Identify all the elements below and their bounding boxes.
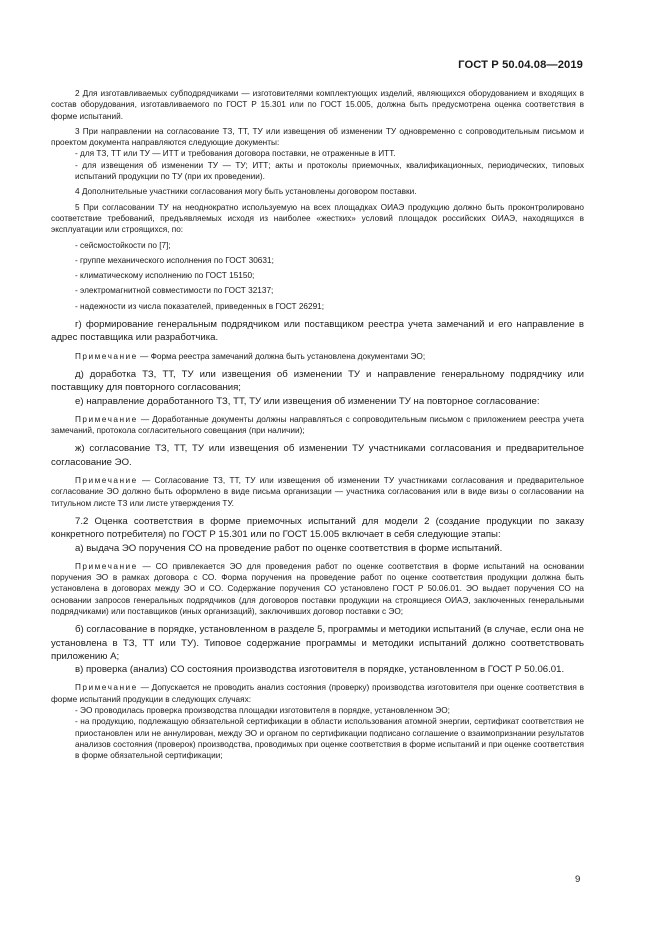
note-text: — Доработанные документы должны направляться с сопроводительным письмом с приложением реестра учета замечаний, протокола согласительного совещания (при наличии);: [51, 414, 584, 436]
list-item: - электромагнитной совместимости по ГОСТ 32137;: [75, 286, 274, 296]
paragraph: д) доработка ТЗ, ТТ, ТУ или извещения об изменении ТУ и направление генеральному подрядчику или поставщику для повторного согласования;: [51, 368, 584, 394]
paragraph: е) направление доработанного ТЗ, ТТ, ТУ или извещения об изменении ТУ на повторное согласование:: [75, 395, 540, 407]
note-label: Примечание: [75, 351, 138, 361]
list-item: - надежности из числа показателей, приведенных в ГОСТ 26291;: [75, 301, 325, 311]
paragraph: 4 Дополнительные участники согласования могу быть установлены договором поставки.: [75, 187, 417, 197]
note-label: Примечание: [75, 414, 138, 424]
note-text: — Допускается не проводить анализ состояния (проверку) производства изготовителя при оценке соответствия в форме испытаний продукции в следующих случаях:: [51, 683, 584, 704]
paragraph: г) формирование генеральным подрядчиком или поставщиком реестра учета замечаний и его направление в адрес поставщика или разработчика.: [51, 319, 584, 344]
list-item: - ЭО проводилась проверка производства площадки изготовителя в порядке, установленном ЭО;: [75, 706, 450, 716]
note: [51, 682, 584, 705]
note-label: Примечание: [75, 476, 138, 486]
list-item: - на продукцию, подлежащую обязательной сертификации в области использования атомной энергии, сертификат соответствия не приостановлен или не аннулирован, между ЭО и органом по сертификации подписано соглашение о взаимопризнании результатов анализов состояния (проверок) производства, проводимых при оценке соответствия в форме испытаний и при оценке соответствия в форме обязательной сертификации;: [75, 717, 584, 761]
list-item: - группе механического исполнения по ГОСТ 30631;: [75, 255, 274, 265]
paragraph: 5 При согласовании ТУ на неоднократно используемую на всех площадках ОИАЭ продукцию должно быть проконтролировано соответствие требований, предъявляемых исходя из наиболее «жестких» условий площадок российских ОИАЭ, находящихся в эксплуатации или строящихся, по:: [51, 202, 584, 235]
paragraph: ж) согласование ТЗ, ТТ, ТУ или извещения об изменении ТУ участниками согласования и предварительное согласование ЭО.: [51, 443, 584, 468]
list-item: - сейсмостойкости по [7];: [75, 240, 171, 250]
list-item: - для извещения об изменении ТУ — ТУ; ИТТ; акты и протоколы приемочных, квалификационных, периодических, типовых испытаний продукции по ТУ (при их проведении).: [75, 160, 584, 182]
paragraph: 2 Для изготавливаемых субподрядчиками — изготовителями комплектующих изделий, являющихся оборудованием и входящих в состав оборудования, изготавливаемого по ГОСТ Р 15.301 или по ГОСТ 15.005, должна быть предусмотрена оценка соответствия в форме испытаний.: [51, 89, 584, 121]
note: [51, 475, 584, 509]
paragraph: б) согласование в порядке, установленном в разделе 5, программы и методики испытаний (в случае, если она не установлена в ТЗ, ТТ или ТУ). Типовое содержание программы и методики испытаний должно соответствовать приложению А;: [51, 624, 584, 662]
paragraph: 3 При направлении на согласование ТЗ, ТТ, ТУ или извещения об изменении ТУ одновременно с сопроводительным письмом и проектом документа направляются следующие документы:: [51, 126, 584, 148]
paragraph: в) проверка (анализ) СО состояния производства изготовителя в порядке, установленном в ГОСТ Р 50.06.01.: [75, 664, 565, 676]
page-number: 9: [575, 874, 581, 885]
paragraph: 7.2 Оценка соответствия в форме приемочных испытаний для модели 2 (создание продукции по заказу конкретного потребителя) по ГОСТ Р 15.301 или по ГОСТ 15.005 включает в себя следующие этапы:: [51, 515, 584, 541]
note: [51, 561, 584, 617]
note-text: — Согласование ТЗ, ТТ, ТУ или извещения об изменении ТУ участниками согласования и предварительное согласование ЭО должно быть оформлено в виде письма организации — участника согласования или в виде визы о согласовании на титульном листе ТЗ или листе утверждения ТУ.: [51, 476, 584, 508]
list-item: - климатическому исполнению по ГОСТ 15150;: [75, 271, 255, 281]
note-text: — Форма реестра замечаний должна быть установлена документами ЭО;: [137, 351, 426, 361]
paragraph: а) выдача ЭО поручения СО на проведение работ по оценке соответствия в форме испытаний.: [75, 542, 503, 554]
note-text: — СО привлекается ЭО для проведения работ по оценке соответствия в форме испытаний на основании поручения ЭО в рамках договора с СО. Форма поручения на проведение работ по оценке соответствия продукции должна быть установлена в договорах между ЭО и СО. Содержание поручения СО установлено ГОСТ Р 50.06.01. ЭО выдает поручения СО на основании запросов генеральных подрядчиков (для договоров поставки продукции на строящиеся ОИАЭ, заключенных генеральными подрядчиками) или поставщиков (иных организаций), заключивших договор поставки с ЭО;: [51, 561, 584, 616]
note: [51, 351, 584, 362]
note: [51, 414, 584, 437]
list-item: - для ТЗ, ТТ или ТУ — ИТТ и требования договора поставки, не отраженные в ИТТ.: [75, 149, 396, 159]
note-label: Примечание: [75, 561, 138, 571]
document-header: ГОСТ Р 50.04.08—2019: [458, 59, 583, 71]
page-body: [51, 88, 584, 762]
note-label: Примечание: [75, 683, 138, 693]
